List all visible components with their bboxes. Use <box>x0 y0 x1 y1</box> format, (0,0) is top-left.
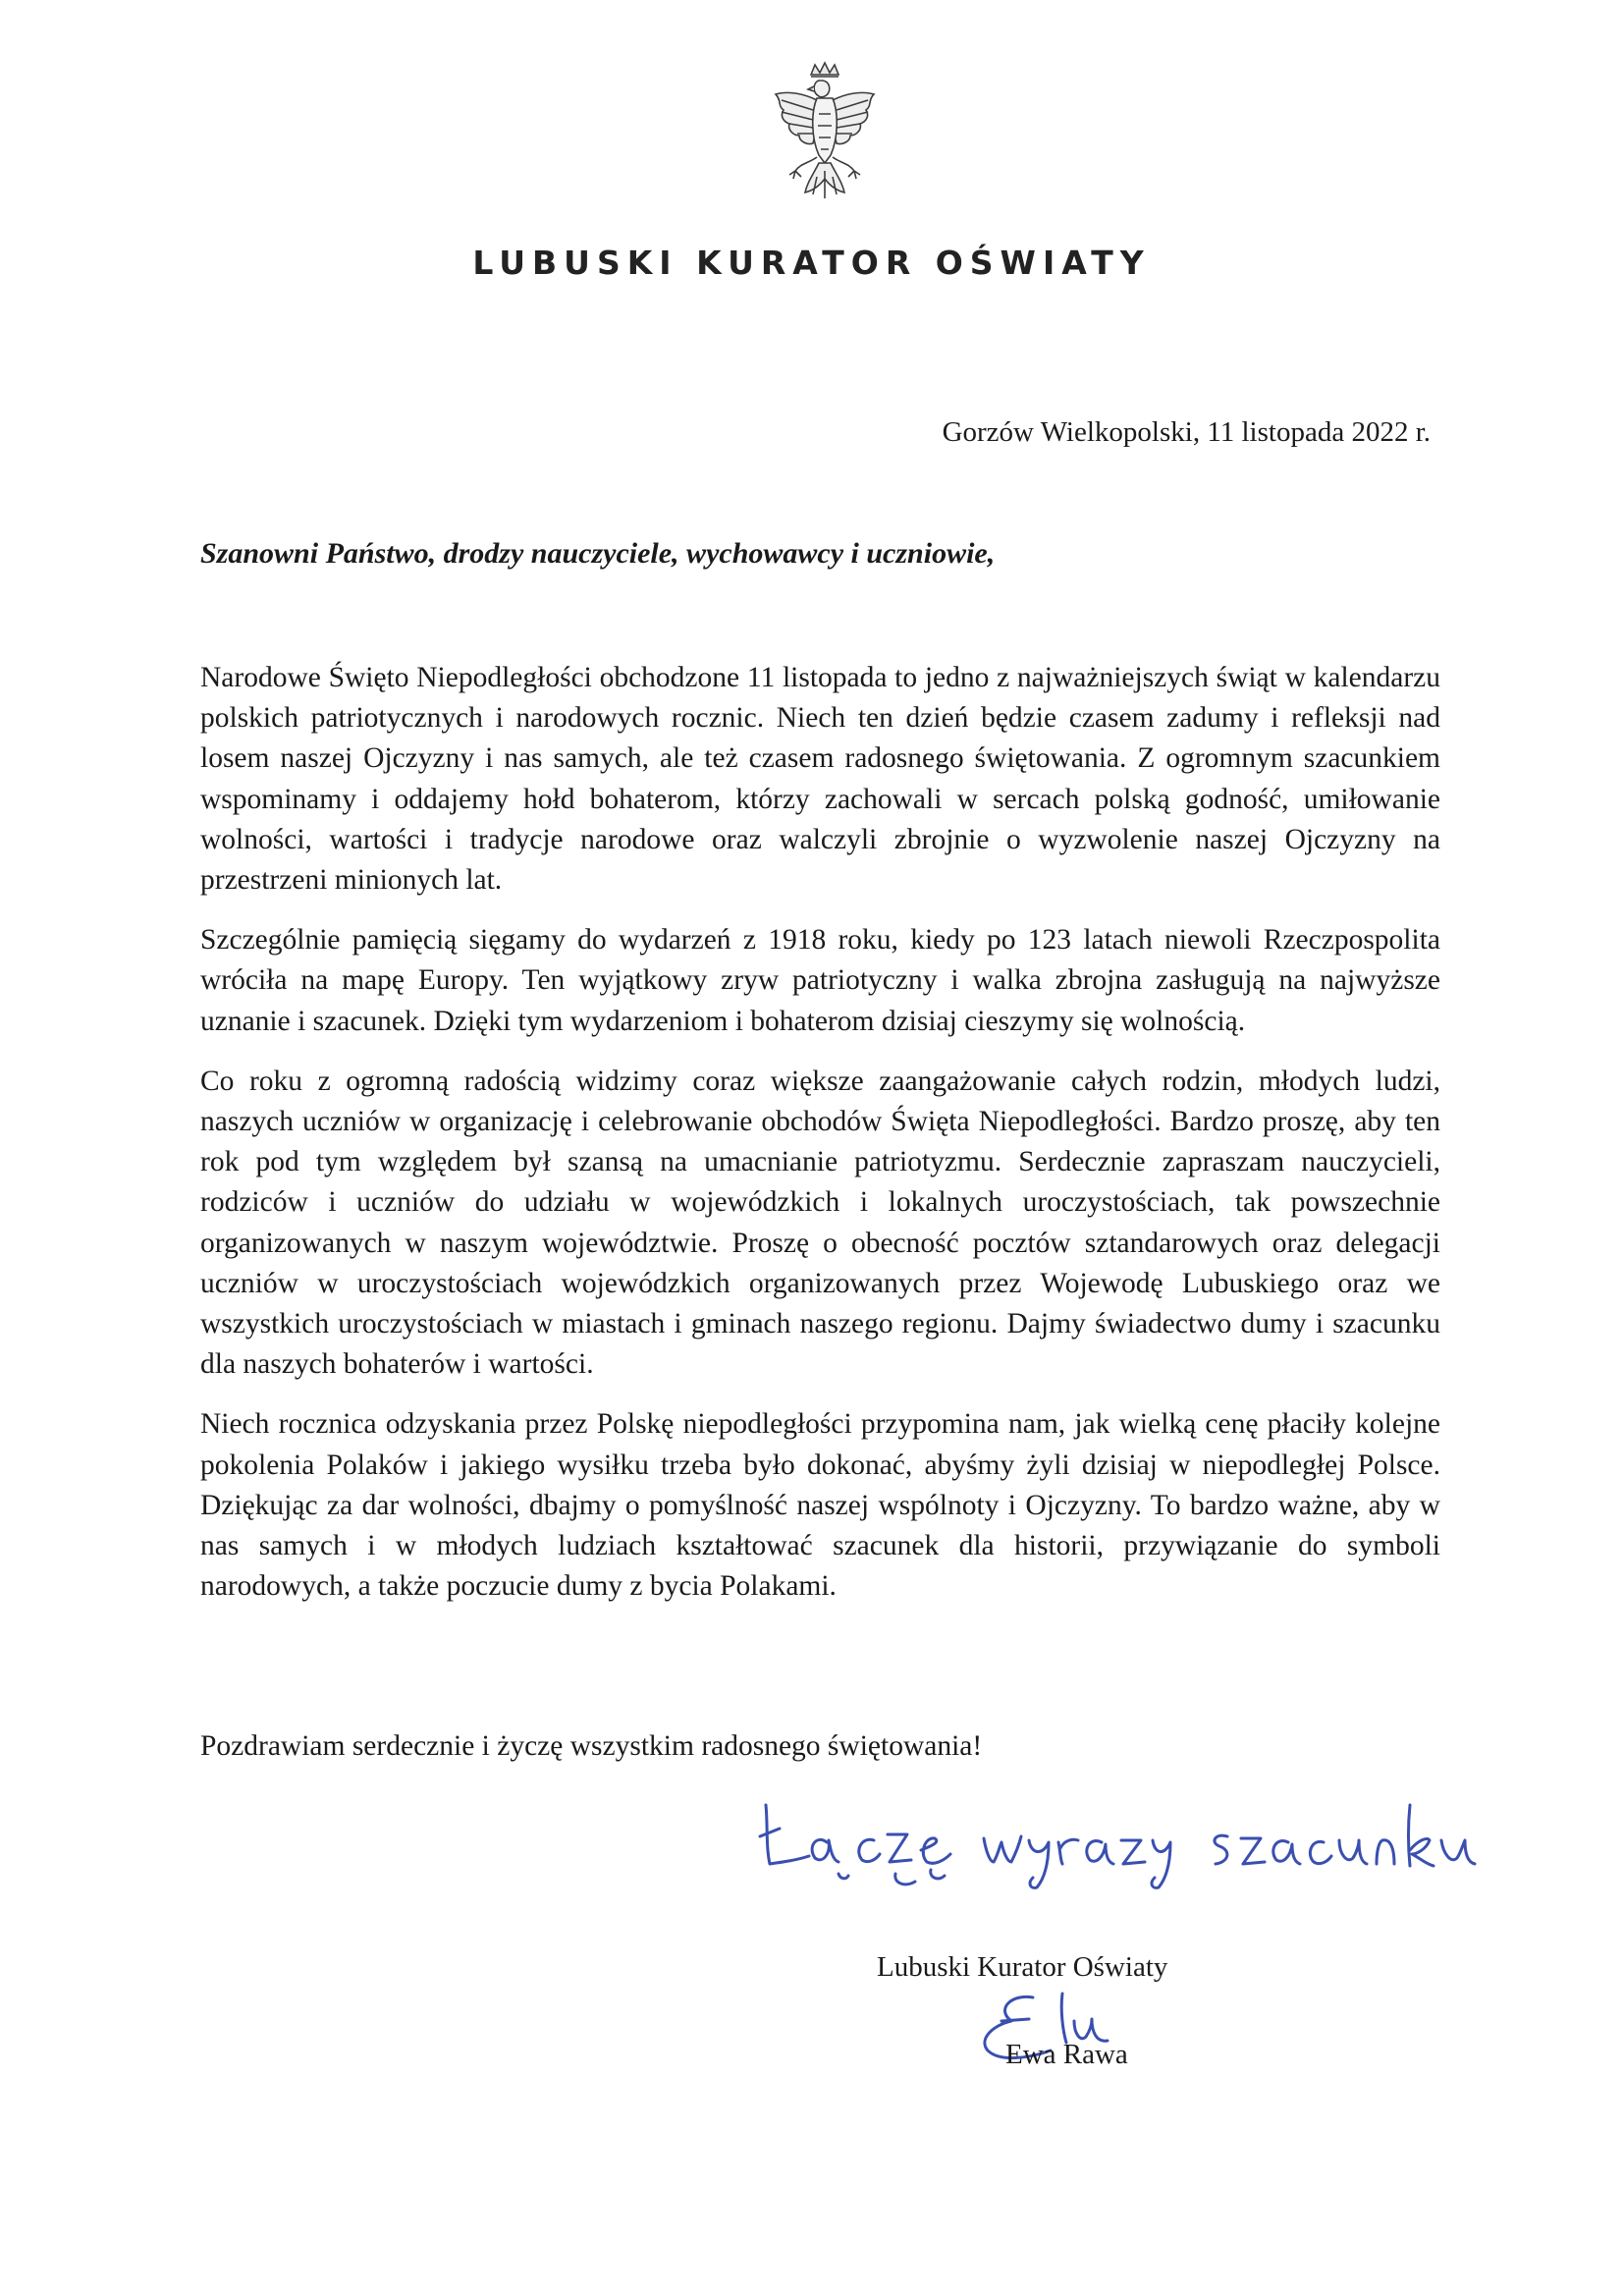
institution-name: LUBUSKI KURATOR OŚWIATY <box>472 244 1151 282</box>
salutation: Szanowni Państwo, drodzy nauczyciele, wychowawcy i uczniowie, <box>200 537 996 570</box>
handwritten-regards <box>758 1785 1485 1893</box>
polish-eagle-emblem-icon <box>768 61 882 206</box>
letter-body <box>200 658 1440 1626</box>
signatory-name: Ewa Rawa <box>1005 2039 1128 2070</box>
paragraph: Niech rocznica odzyskania przez Polskę niepodległości przypomina nam, jak wielką cenę płaciły kolejne pokolenia Polaków i jakiego wysiłku trzeba było dokonać, abyśmy żyli dzisiaj w niepodległej Polsce. Dziękując za dar wolności, dbajmy o pomyślność naszej wspólnoty i Ojczyzny. To bardzo ważne, aby w nas samych i w młodych ludziach kształtować szacunek dla historii, przywiązanie do symboli narodowych, a także poczucie dumy z bycia Polakami. <box>200 1408 1440 1603</box>
paragraph: Narodowe Święto Niepodległości obchodzone 11 listopada to jedno z najważniejszych świąt w kalendarzu polskich patriotycznych i narodowych rocznic. Niech ten dzień będzie czasem zadumy i refleksji nad losem naszej Ojczyzny i nas samych, ale też czasem radosnego świętowania. Z ogromnym szacunkiem wspominamy i oddajemy hołd bohaterom, którzy zachowali w sercach polską godność, umiłowanie wolności, wartości i tradycje narodowe oraz walczyli zbrojnie o wyzwolenie naszej Ojczyzny na przestrzeni minionych lat. <box>200 662 1440 897</box>
signatory-title: Lubuski Kurator Oświaty <box>877 1951 1168 1983</box>
paragraph: Co roku z ogromną radością widzimy coraz większe zaangażowanie całych rodzin, młodych ludzi, naszych uczniów w organizację i celebrowanie obchodów Święta Niepodległości. Bardzo proszę, aby ten rok pod tym względem był szansą na umacnianie patriotyzmu. Serdecznie zapraszam nauczycieli, rodziców i uczniów do udziału w wojewódzkich i lokalnych uroczystościach, tak powszechnie organizowanych w naszym województwie. Proszę o obecność pocztów sztandarowych oraz delegacji uczniów w uroczystościach wojewódzkich organizowanych przez Wojewodę Lubuskiego oraz we wszystkich uroczystościach w miastach i gminach naszego regionu. Dajmy świadectwo dumy i szacunku dla naszych bohaterów i wartości. <box>200 1065 1440 1381</box>
paragraph: Szczególnie pamięcią sięgamy do wydarzeń z 1918 roku, kiedy po 123 latach niewoli Rzeczpospolita wróciła na mapę Europy. Ten wyjątkowy zryw patriotyczny i walka zbrojna zasługują na najwyższe uznanie i szacunek. Dzięki tym wydarzeniom i bohaterom dzisiaj cieszymy się wolnością. <box>200 924 1440 1037</box>
closing-line: Pozdrawiam serdecznie i życzę wszystkim radosnego świętowania! <box>200 1730 983 1762</box>
place-and-date: Gorzów Wielkopolski, 11 listopada 2022 r. <box>942 416 1431 448</box>
